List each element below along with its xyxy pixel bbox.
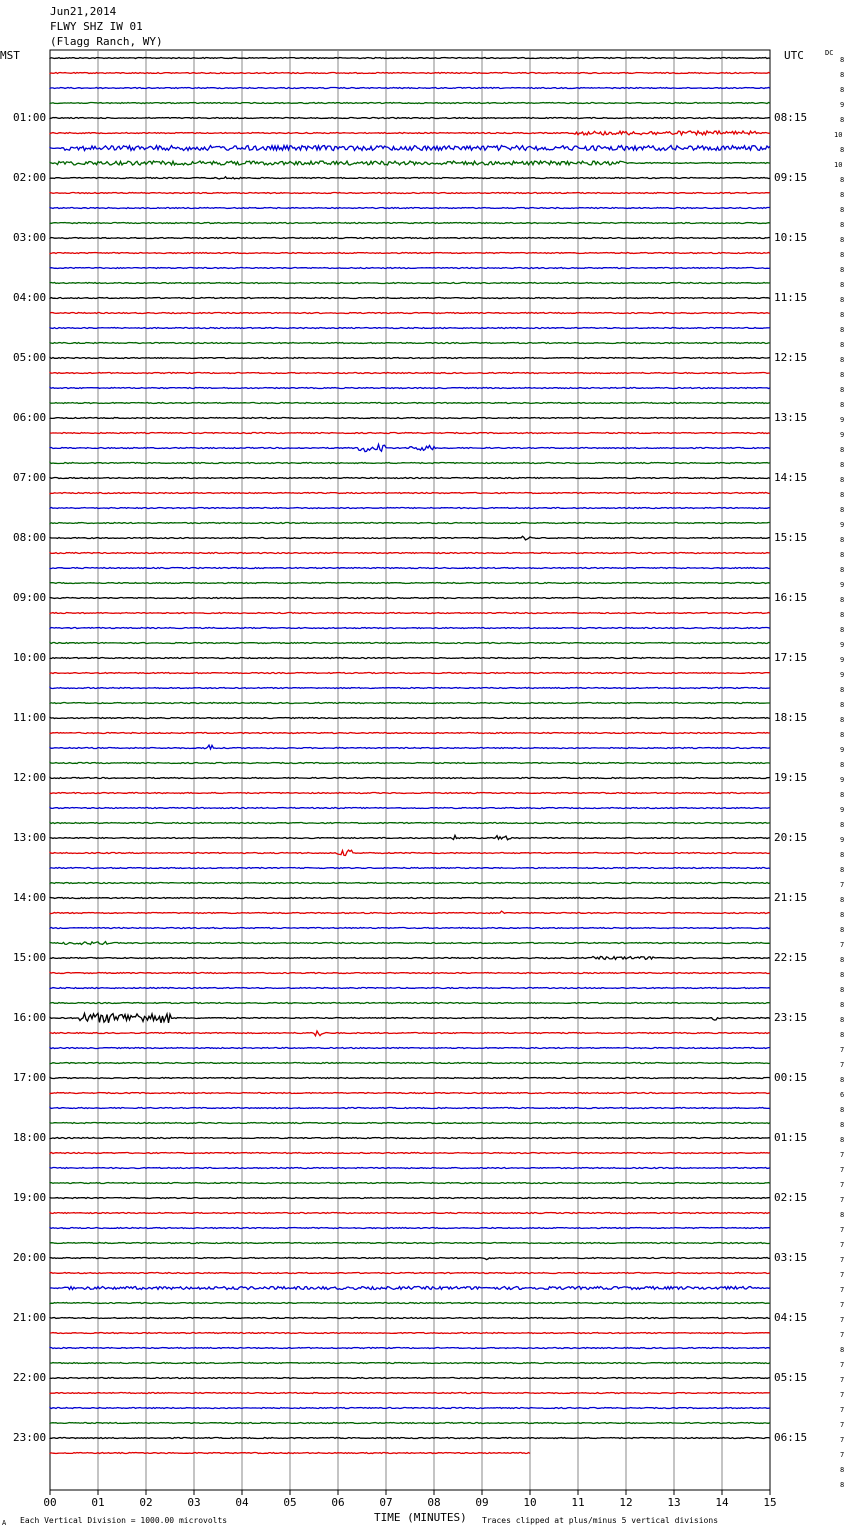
seismic-trace bbox=[50, 583, 770, 584]
seismic-trace bbox=[50, 313, 770, 314]
dc-offset-value: 8 bbox=[840, 1136, 845, 1144]
dc-offset-value: 7 bbox=[840, 1151, 845, 1159]
dc-offset-value: 8 bbox=[840, 491, 845, 499]
dc-offset-value: 8 bbox=[840, 461, 845, 469]
x-tick-label: 01 bbox=[91, 1496, 105, 1509]
dc-offset-value: 9 bbox=[840, 656, 845, 664]
seismic-trace bbox=[50, 177, 770, 179]
mst-hour-label: 01:00 bbox=[13, 111, 47, 124]
dc-offset-value: 7 bbox=[840, 1256, 845, 1264]
x-tick-label: 03 bbox=[187, 1496, 201, 1509]
mst-hour-label: 07:00 bbox=[13, 471, 47, 484]
seismic-trace bbox=[50, 1168, 770, 1169]
utc-hour-label: 05:15 bbox=[774, 1371, 808, 1384]
seismic-trace bbox=[50, 536, 770, 540]
dc-offset-value: 8 bbox=[840, 1481, 845, 1489]
mst-hour-label: 04:00 bbox=[13, 291, 47, 304]
utc-hour-label: 02:15 bbox=[774, 1191, 808, 1204]
dc-offset-value: 8 bbox=[840, 911, 845, 919]
dc-offset-value: 9 bbox=[840, 101, 845, 109]
seismic-trace bbox=[50, 868, 770, 869]
dc-offset-value: 9 bbox=[840, 641, 845, 649]
mst-hour-label: 20:00 bbox=[13, 1251, 47, 1264]
mst-hour-label: 02:00 bbox=[13, 171, 47, 184]
left-timezone-label: MST bbox=[0, 49, 20, 62]
seismic-trace bbox=[50, 957, 770, 960]
plot-date: Jun21,2014 bbox=[50, 5, 117, 18]
dc-offset-value: 7 bbox=[840, 1451, 845, 1459]
seismic-trace bbox=[50, 388, 770, 389]
dc-offset-value: 8 bbox=[840, 1121, 845, 1129]
seismic-trace bbox=[50, 898, 770, 899]
dc-offset-value: 8 bbox=[840, 341, 845, 349]
dc-offset-value: 7 bbox=[840, 1181, 845, 1189]
seismic-trace bbox=[50, 598, 770, 599]
dc-offset-value: 8 bbox=[840, 551, 845, 559]
seismic-trace bbox=[50, 745, 770, 749]
seismic-trace bbox=[50, 688, 770, 689]
utc-hour-label: 04:15 bbox=[774, 1311, 808, 1324]
seismic-trace bbox=[50, 613, 770, 614]
mst-hour-label: 23:00 bbox=[13, 1431, 47, 1444]
plot-frame bbox=[50, 50, 770, 1490]
x-tick-label: 05 bbox=[283, 1496, 297, 1509]
dc-offset-value: 8 bbox=[840, 821, 845, 829]
seismic-trace bbox=[50, 463, 770, 464]
mst-hour-label: 13:00 bbox=[13, 831, 47, 844]
seismic-trace bbox=[50, 478, 770, 479]
seismic-trace bbox=[50, 1108, 770, 1109]
dc-offset-value: 7 bbox=[840, 1421, 845, 1429]
seismic-trace bbox=[50, 88, 770, 89]
dc-offset-value: 8 bbox=[840, 251, 845, 259]
utc-hour-label: 19:15 bbox=[774, 771, 808, 784]
dc-offset-value: 8 bbox=[840, 596, 845, 604]
seismic-trace bbox=[50, 1287, 770, 1290]
seismic-trace bbox=[50, 883, 770, 884]
seismic-trace bbox=[50, 823, 770, 824]
seismic-trace bbox=[50, 283, 770, 284]
seismic-trace bbox=[50, 942, 770, 945]
station-name: FLWY SHZ IW 01 bbox=[50, 20, 143, 33]
dc-offset-value: 7 bbox=[840, 1226, 845, 1234]
mst-hour-label: 10:00 bbox=[13, 651, 47, 664]
dc-offset-value: 9 bbox=[840, 581, 845, 589]
x-tick-label: 10 bbox=[523, 1496, 537, 1509]
dc-offset-value: 7 bbox=[840, 1061, 845, 1069]
seismic-trace bbox=[50, 1333, 770, 1334]
dc-offset-value: 8 bbox=[840, 296, 845, 304]
seismic-trace bbox=[50, 238, 770, 239]
dc-offset-value: 7 bbox=[840, 1241, 845, 1249]
seismic-trace bbox=[50, 268, 770, 269]
dc-offset-header: DC bbox=[825, 49, 834, 57]
seismic-trace bbox=[50, 493, 770, 494]
seismic-trace bbox=[50, 444, 770, 451]
mst-hour-label: 11:00 bbox=[13, 711, 47, 724]
dc-offset-value: 8 bbox=[840, 146, 845, 154]
seismic-trace bbox=[50, 763, 770, 764]
seismic-trace bbox=[50, 433, 770, 434]
seismic-trace bbox=[50, 146, 770, 151]
dc-offset-value: 9 bbox=[840, 746, 845, 754]
utc-hour-label: 22:15 bbox=[774, 951, 808, 964]
utc-hour-label: 06:15 bbox=[774, 1431, 808, 1444]
seismic-trace bbox=[50, 718, 770, 719]
mst-hour-label: 12:00 bbox=[13, 771, 47, 784]
seismic-trace bbox=[50, 973, 770, 974]
seismic-trace bbox=[50, 1031, 770, 1036]
dc-offset-value: 8 bbox=[840, 731, 845, 739]
utc-hour-label: 01:15 bbox=[774, 1131, 808, 1144]
seismic-trace bbox=[50, 118, 770, 119]
seismic-trace bbox=[50, 1438, 770, 1439]
seismic-trace bbox=[50, 1423, 770, 1424]
dc-offset-value: 7 bbox=[840, 1391, 845, 1399]
dc-offset-value: 8 bbox=[840, 236, 845, 244]
dc-offset-value: 9 bbox=[840, 836, 845, 844]
dc-offset-value: 9 bbox=[840, 806, 845, 814]
x-tick-label: 12 bbox=[619, 1496, 633, 1509]
utc-hour-label: 21:15 bbox=[774, 891, 808, 904]
seismic-trace bbox=[50, 223, 770, 224]
seismic-trace bbox=[50, 643, 770, 644]
dc-offset-value: 8 bbox=[840, 1076, 845, 1084]
dc-offset-value: 8 bbox=[840, 956, 845, 964]
dc-offset-value: 7 bbox=[840, 1361, 845, 1369]
dc-offset-value: 8 bbox=[840, 446, 845, 454]
dc-offset-value: 8 bbox=[840, 1016, 845, 1024]
dc-offset-value: 8 bbox=[840, 1346, 845, 1354]
seismic-trace bbox=[50, 1243, 770, 1244]
seismic-trace bbox=[50, 1273, 770, 1274]
seismic-trace bbox=[50, 850, 770, 855]
dc-offset-value: 8 bbox=[840, 986, 845, 994]
seismic-trace bbox=[50, 911, 770, 913]
mst-hour-label: 18:00 bbox=[13, 1131, 47, 1144]
dc-offset-value: 8 bbox=[840, 566, 845, 574]
seismic-trace bbox=[50, 1153, 770, 1154]
seismic-trace bbox=[50, 1348, 770, 1349]
clip-note: Traces clipped at plus/minus 5 vertical divisions bbox=[482, 1516, 719, 1525]
x-tick-label: 02 bbox=[139, 1496, 153, 1509]
dc-offset-value: 8 bbox=[840, 926, 845, 934]
seismic-trace bbox=[50, 1318, 770, 1319]
dc-offset-value: 9 bbox=[840, 521, 845, 529]
seismic-trace bbox=[50, 1378, 770, 1379]
dc-offset-value: 7 bbox=[840, 1196, 845, 1204]
mst-hour-label: 08:00 bbox=[13, 531, 47, 544]
dc-offset-value: 8 bbox=[840, 1211, 845, 1219]
seismic-trace bbox=[50, 793, 770, 794]
dc-offset-value: 8 bbox=[840, 86, 845, 94]
seismic-trace bbox=[50, 1093, 770, 1094]
utc-hour-label: 08:15 bbox=[774, 111, 808, 124]
dc-offset-value: 8 bbox=[840, 716, 845, 724]
corner-mark: A bbox=[2, 1519, 7, 1527]
dc-offset-value: 8 bbox=[840, 401, 845, 409]
utc-hour-label: 00:15 bbox=[774, 1071, 808, 1084]
dc-offset-value: 8 bbox=[840, 311, 845, 319]
dc-offset-value: 7 bbox=[840, 1286, 845, 1294]
dc-offset-value: 8 bbox=[840, 701, 845, 709]
seismic-trace bbox=[50, 328, 770, 329]
seismic-trace bbox=[50, 103, 770, 104]
dc-offset-value: 8 bbox=[840, 191, 845, 199]
x-axis-label: TIME (MINUTES) bbox=[374, 1511, 467, 1524]
seismic-trace bbox=[50, 703, 770, 704]
dc-offset-value: 8 bbox=[840, 71, 845, 79]
seismic-trace bbox=[50, 733, 770, 734]
mst-hour-label: 21:00 bbox=[13, 1311, 47, 1324]
seismic-trace bbox=[50, 1453, 530, 1454]
seismic-trace bbox=[50, 208, 770, 209]
seismic-trace bbox=[50, 778, 770, 779]
seismic-trace bbox=[50, 1183, 770, 1184]
seismic-trace bbox=[50, 343, 770, 344]
x-tick-label: 08 bbox=[427, 1496, 441, 1509]
seismic-trace bbox=[50, 1123, 770, 1124]
dc-offset-value: 7 bbox=[840, 1046, 845, 1054]
dc-offset-value: 8 bbox=[840, 896, 845, 904]
seismic-trace bbox=[50, 1408, 770, 1409]
mst-hour-label: 03:00 bbox=[13, 231, 47, 244]
dc-offset-value: 8 bbox=[840, 1466, 845, 1474]
station-location: (Flagg Ranch, WY) bbox=[50, 35, 163, 48]
dc-offset-value: 8 bbox=[840, 1001, 845, 1009]
dc-offset-value: 7 bbox=[840, 1331, 845, 1339]
dc-offset-value: 9 bbox=[840, 671, 845, 679]
dc-offset-value: 7 bbox=[840, 941, 845, 949]
mst-hour-label: 06:00 bbox=[13, 411, 47, 424]
dc-offset-value: 8 bbox=[840, 266, 845, 274]
utc-hour-label: 15:15 bbox=[774, 531, 808, 544]
dc-offset-value: 8 bbox=[840, 626, 845, 634]
dc-offset-value: 7 bbox=[840, 1376, 845, 1384]
utc-hour-label: 14:15 bbox=[774, 471, 808, 484]
dc-offset-value: 9 bbox=[840, 416, 845, 424]
seismic-trace bbox=[50, 403, 770, 404]
dc-offset-value: 8 bbox=[840, 116, 845, 124]
seismic-trace bbox=[50, 1213, 770, 1214]
seismic-trace bbox=[50, 1303, 770, 1304]
utc-hour-label: 20:15 bbox=[774, 831, 808, 844]
dc-offset-value: 10 bbox=[834, 131, 843, 139]
utc-hour-label: 11:15 bbox=[774, 291, 808, 304]
seismic-trace bbox=[50, 418, 770, 419]
dc-offset-value: 8 bbox=[840, 281, 845, 289]
seismic-trace bbox=[50, 508, 770, 509]
dc-offset-value: 8 bbox=[840, 971, 845, 979]
dc-offset-value: 8 bbox=[840, 1106, 845, 1114]
dc-offset-value: 8 bbox=[840, 206, 845, 214]
seismic-trace bbox=[50, 1048, 770, 1049]
mst-hour-label: 14:00 bbox=[13, 891, 47, 904]
mst-hour-label: 16:00 bbox=[13, 1011, 47, 1024]
dc-offset-value: 8 bbox=[840, 851, 845, 859]
seismic-trace bbox=[50, 673, 770, 674]
x-tick-label: 15 bbox=[763, 1496, 777, 1509]
seismic-trace bbox=[50, 628, 770, 629]
utc-hour-label: 09:15 bbox=[774, 171, 808, 184]
dc-offset-value: 8 bbox=[840, 536, 845, 544]
dc-offset-value: 8 bbox=[840, 56, 845, 64]
right-timezone-label: UTC bbox=[784, 49, 804, 62]
mst-hour-label: 17:00 bbox=[13, 1071, 47, 1084]
seismic-trace bbox=[50, 928, 770, 929]
x-tick-label: 07 bbox=[379, 1496, 393, 1509]
utc-hour-label: 13:15 bbox=[774, 411, 808, 424]
seismic-trace bbox=[50, 553, 770, 554]
utc-hour-label: 10:15 bbox=[774, 231, 808, 244]
dc-offset-value: 8 bbox=[840, 506, 845, 514]
dc-offset-value: 8 bbox=[840, 791, 845, 799]
dc-offset-value: 8 bbox=[840, 326, 845, 334]
seismic-trace bbox=[50, 253, 770, 254]
mst-hour-label: 09:00 bbox=[13, 591, 47, 604]
dc-offset-value: 7 bbox=[840, 1316, 845, 1324]
x-tick-label: 11 bbox=[571, 1496, 585, 1509]
dc-offset-value: 7 bbox=[840, 1436, 845, 1444]
dc-offset-value: 8 bbox=[840, 611, 845, 619]
seismic-trace bbox=[50, 1363, 770, 1364]
dc-offset-value: 7 bbox=[840, 1406, 845, 1414]
seismic-trace bbox=[50, 1198, 770, 1199]
dc-offset-value: 8 bbox=[840, 1031, 845, 1039]
seismic-trace bbox=[50, 1258, 770, 1260]
dc-offset-value: 8 bbox=[840, 371, 845, 379]
seismic-trace bbox=[50, 358, 770, 359]
dc-offset-value: 8 bbox=[840, 686, 845, 694]
dc-offset-value: 7 bbox=[840, 881, 845, 889]
seismic-trace bbox=[50, 161, 770, 165]
utc-hour-label: 23:15 bbox=[774, 1011, 808, 1024]
mst-hour-label: 15:00 bbox=[13, 951, 47, 964]
x-tick-label: 04 bbox=[235, 1496, 249, 1509]
seismic-trace bbox=[50, 73, 770, 74]
seismic-trace bbox=[50, 1138, 770, 1139]
dc-offset-value: 8 bbox=[840, 761, 845, 769]
dc-offset-value: 7 bbox=[840, 1166, 845, 1174]
seismic-trace bbox=[50, 1013, 770, 1023]
dc-offset-value: 6 bbox=[840, 1091, 845, 1099]
dc-offset-value: 8 bbox=[840, 866, 845, 874]
x-tick-label: 14 bbox=[715, 1496, 729, 1509]
x-tick-label: 06 bbox=[331, 1496, 345, 1509]
seismic-trace bbox=[50, 1078, 770, 1079]
dc-offset-value: 9 bbox=[840, 776, 845, 784]
seismic-trace bbox=[50, 523, 770, 524]
seismic-trace bbox=[50, 1063, 770, 1064]
dc-offset-value: 10 bbox=[834, 161, 843, 169]
dc-offset-value: 8 bbox=[840, 476, 845, 484]
scale-note: Each Vertical Division = 1000.00 microvolts bbox=[20, 1516, 228, 1525]
seismic-trace bbox=[50, 835, 770, 840]
seismic-trace bbox=[50, 131, 770, 135]
x-tick-label: 13 bbox=[667, 1496, 681, 1509]
mst-hour-label: 22:00 bbox=[13, 1371, 47, 1384]
dc-offset-value: 8 bbox=[840, 176, 845, 184]
dc-offset-value: 8 bbox=[840, 386, 845, 394]
dc-offset-value: 9 bbox=[840, 431, 845, 439]
seismic-trace bbox=[50, 373, 770, 374]
mst-hour-label: 05:00 bbox=[13, 351, 47, 364]
utc-hour-label: 12:15 bbox=[774, 351, 808, 364]
seismic-trace bbox=[50, 58, 770, 59]
utc-hour-label: 17:15 bbox=[774, 651, 808, 664]
seismic-trace bbox=[50, 988, 770, 989]
dc-offset-value: 7 bbox=[840, 1271, 845, 1279]
seismic-trace bbox=[50, 193, 770, 194]
seismic-trace bbox=[50, 568, 770, 569]
seismic-trace bbox=[50, 1228, 770, 1229]
seismic-trace bbox=[50, 808, 770, 809]
seismic-trace bbox=[50, 658, 770, 659]
dc-offset-value: 8 bbox=[840, 356, 845, 364]
dc-offset-value: 7 bbox=[840, 1301, 845, 1309]
x-tick-label: 00 bbox=[43, 1496, 57, 1509]
mst-hour-label: 19:00 bbox=[13, 1191, 47, 1204]
utc-hour-label: 03:15 bbox=[774, 1251, 808, 1264]
x-tick-label: 09 bbox=[475, 1496, 489, 1509]
utc-hour-label: 18:15 bbox=[774, 711, 808, 724]
dc-offset-value: 8 bbox=[840, 221, 845, 229]
seismic-trace bbox=[50, 1393, 770, 1394]
seismic-trace bbox=[50, 1003, 770, 1004]
seismic-trace bbox=[50, 298, 770, 299]
utc-hour-label: 16:15 bbox=[774, 591, 808, 604]
